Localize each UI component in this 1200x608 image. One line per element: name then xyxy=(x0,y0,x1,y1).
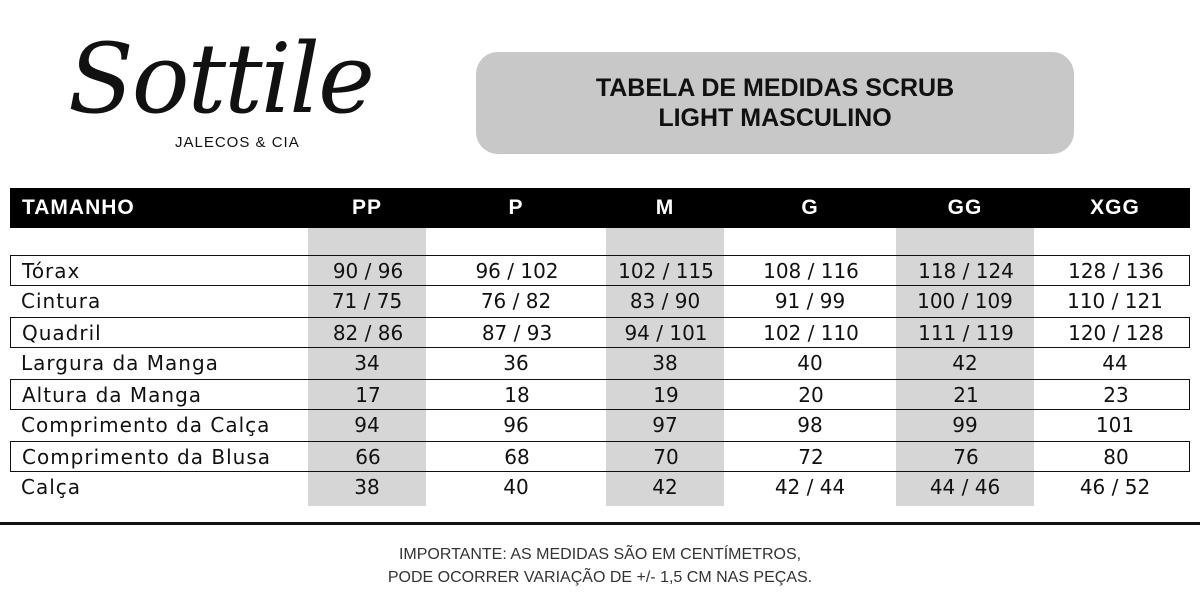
table-cell: 70 xyxy=(653,445,679,469)
table-cell: 94 xyxy=(354,413,380,437)
row-label: Quadril xyxy=(22,321,102,345)
table-row xyxy=(10,348,1190,379)
note-line-2: PODE OCORRER VARIAÇÃO DE +/- 1,5 CM NAS PEÇAS. xyxy=(387,569,813,586)
table-row xyxy=(10,317,1190,348)
table-row xyxy=(10,472,1190,503)
table-cell: 42 / 44 xyxy=(774,475,846,499)
row-label: Largura da Manga xyxy=(21,351,219,375)
header-xgg: XGG xyxy=(1090,196,1140,219)
table-cell: 38 xyxy=(652,351,678,375)
table-cell: 44 xyxy=(1102,351,1128,375)
logo-script-text: Sottile xyxy=(68,23,373,135)
table-cell: 17 xyxy=(355,383,381,407)
title-box xyxy=(476,52,1074,154)
table-row xyxy=(10,379,1190,410)
row-label: Calça xyxy=(21,475,82,499)
table-cell: 66 xyxy=(355,445,381,469)
table-cell: 72 xyxy=(798,445,824,469)
table-cell: 23 xyxy=(1103,383,1129,407)
header-tamanho: TAMANHO xyxy=(22,196,135,219)
table-cell: 40 xyxy=(503,475,529,499)
table-cell: 128 / 136 xyxy=(1068,259,1164,283)
header-pp: PP xyxy=(351,196,382,219)
table-cell: 18 xyxy=(504,383,530,407)
table-cell: 76 xyxy=(953,445,979,469)
table-cell: 100 / 109 xyxy=(917,289,1013,313)
divider-line xyxy=(0,522,1200,525)
table-cell: 91 / 99 xyxy=(774,289,846,313)
row-label: Altura da Manga xyxy=(22,383,203,407)
table-cell: 40 xyxy=(797,351,823,375)
table-cell: 83 / 90 xyxy=(629,289,701,313)
row-label: Comprimento da Blusa xyxy=(22,445,271,469)
table-cell: 68 xyxy=(504,445,530,469)
table-row xyxy=(10,410,1190,441)
table-row xyxy=(10,441,1190,472)
table-cell: 90 / 96 xyxy=(332,259,404,283)
table-cell: 42 xyxy=(952,351,978,375)
size-table-header xyxy=(10,188,1190,228)
header-p: P xyxy=(508,196,524,219)
row-label: Tórax xyxy=(22,259,81,283)
table-cell: 71 / 75 xyxy=(331,289,403,313)
table-cell: 102 / 110 xyxy=(763,321,859,345)
footer-note xyxy=(0,543,1200,589)
table-cell: 82 / 86 xyxy=(332,321,404,345)
table-cell: 38 xyxy=(354,475,380,499)
table-cell: 87 / 93 xyxy=(481,321,553,345)
title-line-1: TABELA DE MEDIDAS SCRUB xyxy=(595,74,955,102)
row-label: Comprimento da Calça xyxy=(21,413,271,437)
table-cell: 120 / 128 xyxy=(1068,321,1164,345)
table-cell: 102 / 115 xyxy=(618,259,714,283)
table-cell: 80 xyxy=(1103,445,1129,469)
table-cell: 19 xyxy=(653,383,679,407)
table-cell: 76 / 82 xyxy=(480,289,552,313)
table-row xyxy=(10,255,1190,286)
table-cell: 96 / 102 xyxy=(475,259,559,283)
table-cell: 34 xyxy=(354,351,380,375)
table-cell: 98 xyxy=(797,413,823,437)
table-cell: 21 xyxy=(953,383,979,407)
table-cell: 97 xyxy=(652,413,678,437)
table-cell: 20 xyxy=(798,383,824,407)
table-cell: 36 xyxy=(503,351,529,375)
table-cell: 96 xyxy=(503,413,529,437)
table-cell: 94 / 101 xyxy=(624,321,708,345)
table-cell: 110 / 121 xyxy=(1067,289,1163,313)
table-cell: 101 xyxy=(1095,413,1135,437)
table-cell: 118 / 124 xyxy=(918,259,1014,283)
brand-logo xyxy=(60,18,390,158)
table-cell: 46 / 52 xyxy=(1079,475,1151,499)
header-m: M xyxy=(655,196,675,219)
table-cell: 111 / 119 xyxy=(918,321,1014,345)
table-cell: 108 / 116 xyxy=(763,259,859,283)
table-cell: 42 xyxy=(652,475,678,499)
title-line-2: LIGHT MASCULINO xyxy=(658,104,892,132)
table-cell: 99 xyxy=(952,413,978,437)
table-cell: 44 / 46 xyxy=(929,475,1001,499)
logo-subtitle: JALECOS & CIA xyxy=(175,134,300,151)
header-gg: GG xyxy=(947,196,983,219)
note-line-1: IMPORTANTE: AS MEDIDAS SÃO EM CENTÍMETROS, xyxy=(398,546,802,563)
table-row xyxy=(10,286,1190,317)
header-g: G xyxy=(801,196,819,219)
row-label: Cintura xyxy=(21,289,102,313)
